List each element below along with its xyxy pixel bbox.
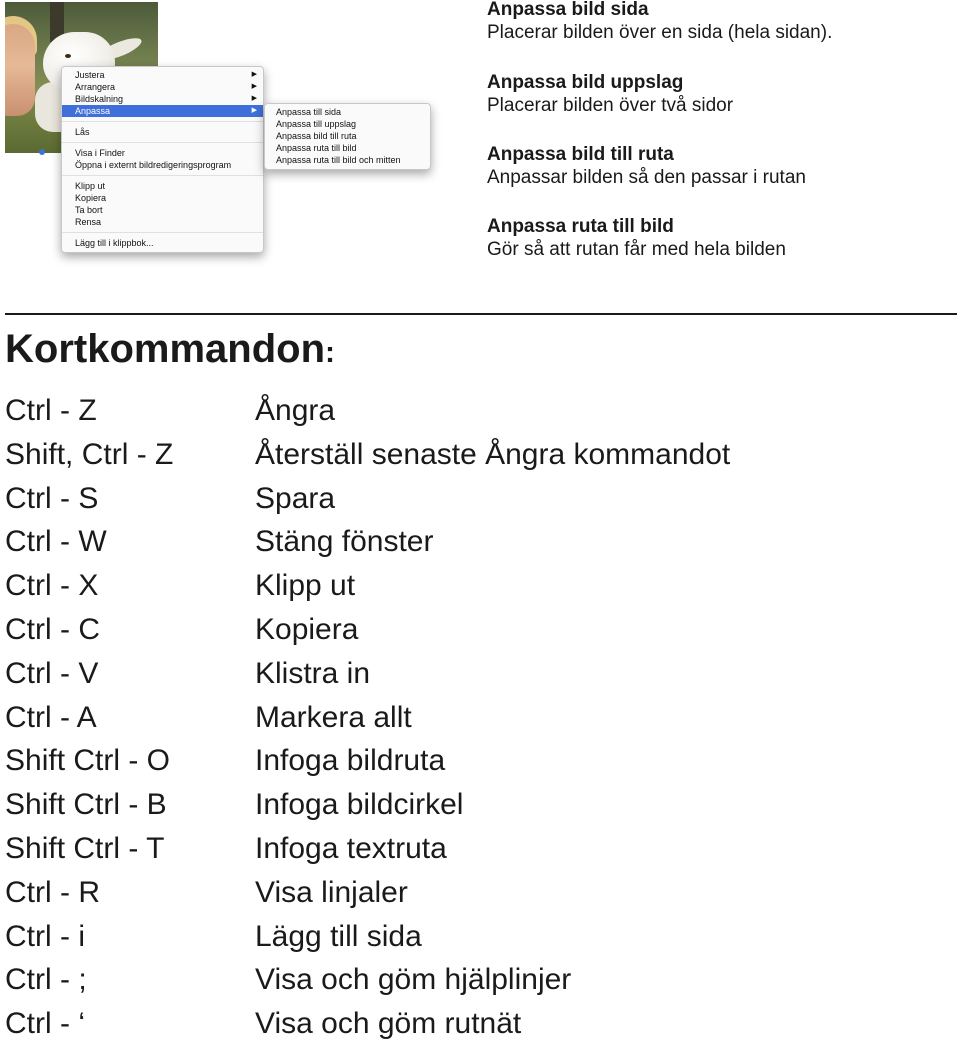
shortcuts-heading-text: Kortkommandon — [5, 327, 325, 371]
menu-item-label: Justera — [75, 70, 105, 80]
submenu-item-fit-to-page[interactable] — [265, 106, 430, 118]
shortcut-key: Ctrl - R — [5, 875, 100, 909]
shortcut-key: Ctrl - X — [5, 569, 99, 603]
photo-goat-eye — [65, 54, 71, 58]
shortcut-command: Spara — [255, 481, 336, 515]
submenu-item-label: Anpassa ruta till bild — [276, 143, 357, 153]
shortcut-command: Visa och göm hjälplinjer — [255, 963, 572, 997]
description-block — [487, 71, 733, 117]
description-block — [487, 215, 786, 261]
menu-separator — [62, 175, 263, 176]
menu-item-klipp-ut[interactable] — [62, 180, 263, 192]
description-title: Anpassa bild uppslag — [487, 72, 684, 93]
shortcut-row — [5, 696, 945, 740]
menu-item-las[interactable] — [62, 126, 263, 138]
menu-item-arrangera[interactable] — [62, 81, 263, 93]
submenu-item-fit-frame-to-image-center[interactable] — [265, 154, 430, 166]
submenu-item-fit-to-spread[interactable] — [265, 118, 430, 130]
shortcut-key: Ctrl - i — [5, 919, 85, 953]
menu-item-label: Bildskalning — [75, 94, 124, 104]
shortcut-command: Kopiera — [255, 612, 359, 646]
shortcut-key: Ctrl - W — [5, 525, 107, 559]
shortcut-command: Infoga textruta — [255, 831, 447, 865]
menu-item-add-to-scrapbook[interactable] — [62, 237, 263, 249]
description-title: Anpassa bild sida — [487, 0, 649, 20]
shortcut-command: Återställ senaste Ångra kommandot — [255, 437, 731, 471]
menu-item-kopiera[interactable] — [62, 192, 263, 204]
shortcut-row — [5, 389, 945, 433]
shortcut-row — [5, 433, 945, 477]
description-text: Placerar bilden över en sida (hela sidan). — [487, 22, 833, 43]
menu-item-label: Kopiera — [75, 193, 107, 203]
shortcut-key: Ctrl - C — [5, 612, 100, 646]
image-context-menu — [61, 66, 264, 253]
menu-item-label: Arrangera — [75, 82, 116, 92]
menu-item-label: Lås — [75, 127, 90, 137]
description-title: Anpassa ruta till bild — [487, 216, 674, 237]
shortcut-command: Infoga bildruta — [255, 744, 446, 778]
description-block — [487, 143, 806, 189]
shortcuts-heading — [5, 324, 335, 378]
shortcut-command: Markera allt — [255, 700, 412, 734]
shortcut-command: Ångra — [255, 394, 336, 427]
menu-item-open-external-editor[interactable] — [62, 159, 263, 171]
shortcut-list — [5, 389, 945, 1046]
image-selection-handle[interactable] — [39, 149, 45, 155]
submenu-item-label: Anpassa till uppslag — [276, 119, 357, 129]
shortcut-row — [5, 915, 945, 959]
shortcut-command: Visa linjaler — [255, 875, 408, 909]
shortcut-command: Klistra in — [255, 656, 371, 690]
shortcut-key: Shift Ctrl - B — [5, 788, 167, 822]
submenu-item-label: Anpassa bild till ruta — [276, 131, 357, 141]
shortcut-key: Ctrl - S — [5, 481, 99, 515]
menu-separator — [62, 142, 263, 143]
shortcut-command: Infoga bildcirkel — [255, 788, 464, 822]
photo-child — [5, 24, 35, 116]
menu-item-label: Visa i Finder — [75, 148, 125, 158]
description-text: Placerar bilden över två sidor — [487, 95, 734, 116]
shortcut-row — [5, 827, 945, 871]
shortcut-command: Klipp ut — [255, 569, 356, 603]
shortcut-command: Stäng fönster — [255, 525, 434, 559]
shortcut-row — [5, 608, 945, 652]
submenu-arrow-icon: ▶ — [251, 71, 257, 78]
submenu-item-label: Anpassa ruta till bild och mitten — [276, 155, 401, 165]
menu-separator — [62, 121, 263, 122]
description-block — [487, 0, 832, 44]
shortcut-key: Ctrl - A — [5, 700, 97, 734]
menu-item-visa-i-finder[interactable] — [62, 147, 263, 159]
description-text: Anpassar bilden så den passar i rutan — [487, 167, 806, 188]
menu-item-label: Klipp ut — [75, 181, 106, 191]
menu-item-bildskalning[interactable] — [62, 93, 263, 105]
shortcut-row — [5, 477, 945, 521]
menu-item-rensa[interactable] — [62, 216, 263, 228]
menu-item-anpassa[interactable] — [62, 105, 263, 117]
submenu-arrow-icon: ▶ — [251, 107, 257, 114]
shortcut-row — [5, 739, 945, 783]
shortcut-row — [5, 652, 945, 696]
shortcut-command: Visa och göm rutnät — [255, 1007, 522, 1041]
menu-item-justera[interactable] — [62, 69, 263, 81]
submenu-item-fit-image-to-frame[interactable] — [265, 130, 430, 142]
shortcut-key: Shift Ctrl - O — [5, 744, 171, 778]
shortcut-key: Shift, Ctrl - Z — [5, 437, 174, 471]
shortcuts-heading-colon: : — [325, 336, 335, 369]
menu-item-label: Öppna i externt bildredigeringsprogram — [75, 160, 232, 170]
menu-separator — [62, 232, 263, 233]
shortcut-row — [5, 520, 945, 564]
submenu-item-label: Anpassa till sida — [276, 107, 342, 117]
shortcut-key: Ctrl - Z — [5, 394, 97, 427]
shortcut-row — [5, 958, 945, 1002]
shortcut-key: Shift Ctrl - T — [5, 831, 165, 865]
menu-item-label: Lägg till i klippbok... — [75, 238, 154, 248]
shortcut-row — [5, 1002, 945, 1046]
menu-item-label: Ta bort — [75, 205, 103, 215]
section-divider — [5, 313, 957, 315]
shortcut-command: Lägg till sida — [255, 919, 422, 953]
shortcut-row — [5, 564, 945, 608]
shortcut-key: Ctrl - ; — [5, 963, 87, 997]
menu-item-label: Anpassa — [75, 106, 111, 116]
submenu-arrow-icon: ▶ — [251, 83, 257, 90]
description-title: Anpassa bild till ruta — [487, 144, 674, 165]
shortcut-row — [5, 871, 945, 915]
shortcut-key: Ctrl - V — [5, 656, 99, 690]
submenu-arrow-icon: ▶ — [251, 95, 257, 102]
menu-item-ta-bort[interactable] — [62, 204, 263, 216]
shortcut-row — [5, 783, 945, 827]
shortcut-key: Ctrl - ‘ — [5, 1007, 85, 1041]
menu-item-label: Rensa — [75, 217, 102, 227]
submenu-item-fit-frame-to-image[interactable] — [265, 142, 430, 154]
description-text: Gör så att rutan får med hela bilden — [487, 239, 786, 260]
anpassa-submenu — [264, 103, 431, 170]
